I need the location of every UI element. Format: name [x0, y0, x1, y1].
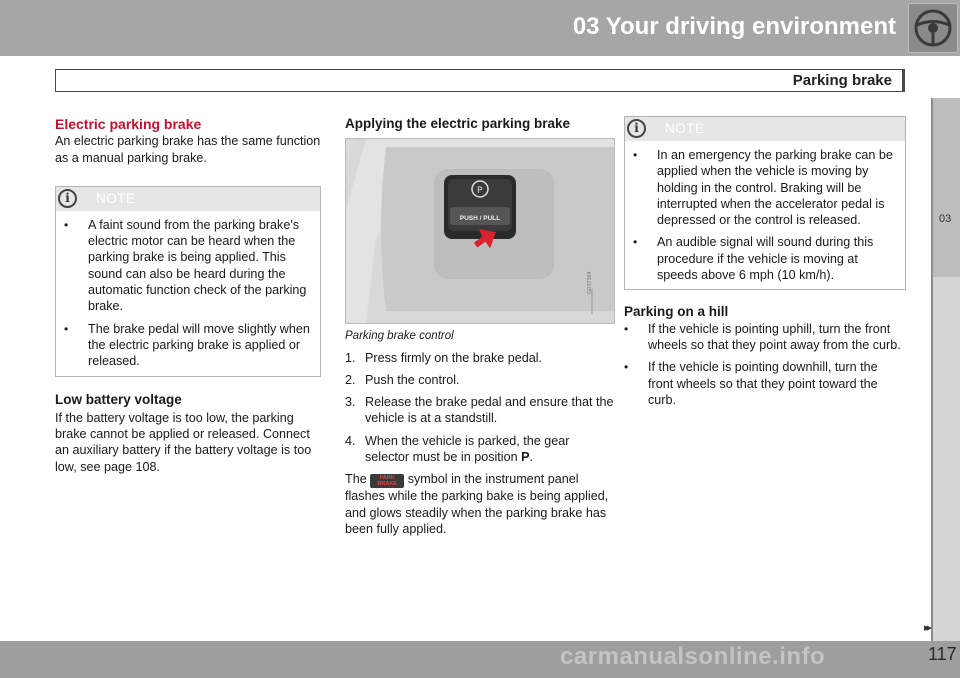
- bullet: •: [624, 360, 629, 375]
- chapter-tab[interactable]: [931, 98, 960, 277]
- symbol-paragraph: [345, 471, 615, 537]
- note-header: [56, 187, 320, 211]
- step-item: [345, 372, 615, 388]
- info-icon: i: [627, 119, 646, 138]
- symbol-para-post: symbol in the instrument panel flashes while the parking bake is being applied, and glows steadily when the parking brake has been fully applied.: [345, 472, 609, 536]
- hill-item-text: If the vehicle is pointing uphill, turn the front wheels so that they point away from the curb.: [648, 321, 901, 352]
- svg-text:P: P: [477, 186, 483, 197]
- bullet: •: [64, 217, 69, 232]
- image-code: G037364: [587, 271, 593, 295]
- step-text: [365, 433, 615, 466]
- note-box: [624, 116, 906, 290]
- note-item: [633, 234, 895, 283]
- section-bar: [55, 69, 905, 92]
- step-number: 1.: [345, 350, 356, 365]
- page-number: 117: [928, 644, 957, 664]
- hill-item: [624, 359, 906, 408]
- note-item: [633, 147, 895, 228]
- column-1: [55, 116, 321, 475]
- bullet: •: [633, 148, 638, 162]
- column-3: [624, 116, 906, 408]
- chapter-title: 03 Your driving environment: [572, 13, 896, 40]
- note-item-text: An audible signal will sound during this procedure if the vehicle is moving at speeds above 6 mph (10 km/h).: [657, 235, 874, 283]
- heading-applying: Applying the electric parking brake: [345, 116, 571, 131]
- note-header: [625, 117, 905, 141]
- note-label: NOTE: [665, 121, 705, 136]
- heading-low-battery: Low battery voltage: [55, 391, 182, 407]
- step-item: [345, 394, 615, 427]
- steering-wheel-icon: [908, 3, 958, 53]
- park-brake-symbol-icon: PARK BRAKE: [370, 474, 404, 488]
- step-item: [345, 433, 615, 466]
- note-item-text: The brake pedal will move slightly when the electric parking brake is applied or released.: [88, 321, 310, 369]
- image-caption: Parking brake control: [345, 330, 454, 343]
- heading-electric-parking-brake: Electric parking brake: [55, 116, 202, 132]
- column-2: [345, 116, 615, 537]
- gear-position: P: [521, 450, 530, 465]
- image-button-text: PUSH / PULL: [459, 215, 501, 223]
- side-margin-bar: [931, 277, 960, 641]
- heading-parking-on-hill: Parking on a hill: [624, 304, 729, 320]
- watermark: carmanualsonline.info: [560, 643, 826, 670]
- step-number: 2.: [345, 372, 356, 387]
- hill-item-text: If the vehicle is pointing downhill, turn the front wheels so that they point toward the curb.: [648, 360, 878, 407]
- chapter-tab-label: 03: [939, 213, 952, 225]
- bullet: •: [64, 321, 69, 336]
- note-box: [55, 186, 321, 377]
- info-icon: i: [58, 189, 77, 208]
- step-text: Press firmly on the brake pedal.: [365, 350, 543, 365]
- parking-brake-control-image: [345, 138, 615, 324]
- step-text: Push the control.: [365, 372, 460, 387]
- section-title: Parking brake: [792, 72, 892, 89]
- note-label: NOTE: [96, 190, 136, 206]
- intro-paragraph: An electric parking brake has the same function as a manual parking brake.: [55, 134, 321, 165]
- page-header: [0, 0, 960, 56]
- hill-item: [624, 321, 906, 354]
- step-text-main: When the vehicle is parked, the gear selector must be in position: [365, 433, 570, 465]
- step-number: 3.: [345, 395, 356, 410]
- step-item: [345, 350, 615, 366]
- low-battery-paragraph: If the battery voltage is too low, the parking brake cannot be applied or released. Connect an auxiliary battery if the battery voltage is too low, see page 108.: [55, 410, 312, 474]
- bullet: •: [624, 321, 629, 336]
- note-item: [64, 217, 310, 315]
- next-page-arrows: ▸▸: [924, 622, 930, 634]
- note-item-text: In an emergency the parking brake can be applied when the vehicle is moving by holding in the control. Braking will be interrupted when the accelerator pedal is depressed or the control is released.: [657, 148, 893, 228]
- step-text: Release the brake pedal and ensure that the vehicle is at a standstill.: [365, 395, 614, 426]
- bullet: •: [633, 235, 638, 250]
- note-item-text: A faint sound from the parking brake's electric motor can be heard when the parking brake is being applied. This sound can also be heard during the automatic function check of the parking brake.: [88, 217, 307, 314]
- note-item: [64, 321, 310, 370]
- step-text-end: .: [529, 450, 534, 465]
- step-number: 4.: [345, 433, 356, 448]
- symbol-para-pre: The: [345, 472, 367, 487]
